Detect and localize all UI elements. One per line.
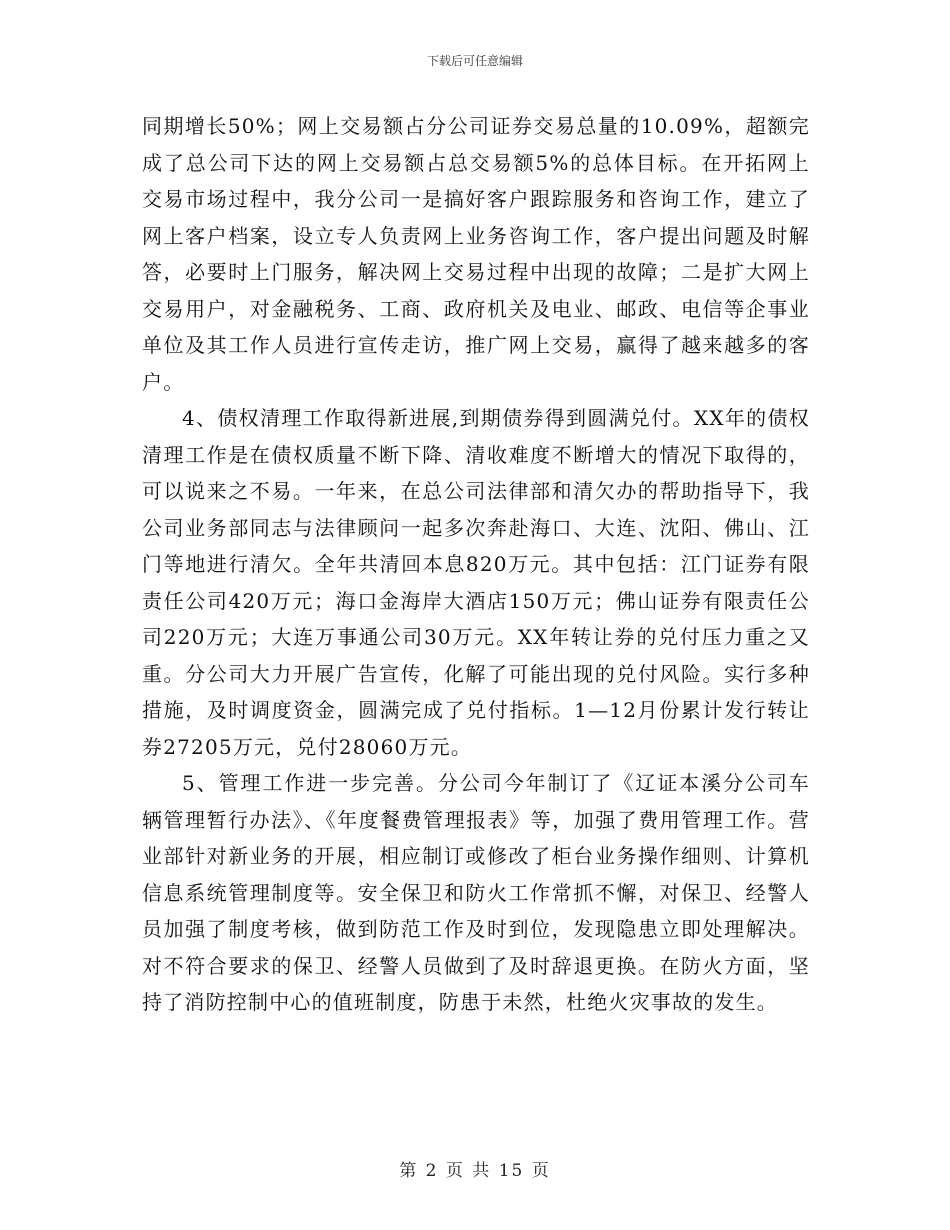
document-body — [142, 108, 810, 1021]
paragraph-debt-clearing: 4、债权清理工作取得新进展,到期债券得到圆满兑付。XX年的债权清理工作是在债权质量不断下降、清收难度不断增大的情况下取得的，可以说来之不易。一年来，在总公司法律部和清欠办的帮助指导下，我公司业务部同志与法律顾问一起多次奔赴海口、大连、沈阳、佛山、江门等地进行清欠。全年共清回本息820万元。其中包括：江门证券有限责任公司420万元；海口金海岸大酒店150万元；佛山证券有限责任公司220万元；大连万事通公司30万元。XX年转让券的兑付压力重之又重。分公司大力开展广告宣传，化解了可能出现的兑付风险。实行多种措施，及时调度资金，圆满完成了兑付指标。1—12月份累计发行转让券27205万元，兑付28060万元。 — [142, 406, 810, 759]
page-header-note: 下载后可任意编辑 — [426, 54, 523, 68]
paragraph-continuation: 同期增长50%；网上交易额占分公司证券交易总量的10.09%，超额完成了总公司下达的网上交易额占总交易额5%的总体目标。在开拓网上交易市场过程中，我分公司一是搞好客户跟踪服务和咨询工作，建立了网上客户档案，设立专人负责网上业务咨询工作，客户提出问题及时解答，必要时上门服务，解决网上交易过程中出现的故障；二是扩大网上交易用户，对金融税务、工商、政府机关及电业、邮政、电信等企事业单位及其工作人员进行宣传走访，推广网上交易，赢得了越来越多的客户。 — [142, 114, 810, 394]
page-number-footer: 第 2 页 共 15 页 — [399, 1161, 551, 1181]
paragraph-management: 5、管理工作进一步完善。分公司今年制订了《辽证本溪分公司车辆管理暂行办法》、《年度餐费管理报表》等，加强了费用管理工作。营业部针对新业务的开展，相应制订或修改了柜台业务操作细则、计算机信息系统管理制度等。安全保卫和防火工作常抓不懈，对保卫、经警人员加强了制度考核，做到防范工作及时到位，发现隐患立即处理解决。对不符合要求的保卫、经警人员做到了及时辞退更换。在防火方面，坚持了消防控制中心的值班制度，防患于未然，杜绝火灾事故的发生。 — [142, 771, 810, 1014]
